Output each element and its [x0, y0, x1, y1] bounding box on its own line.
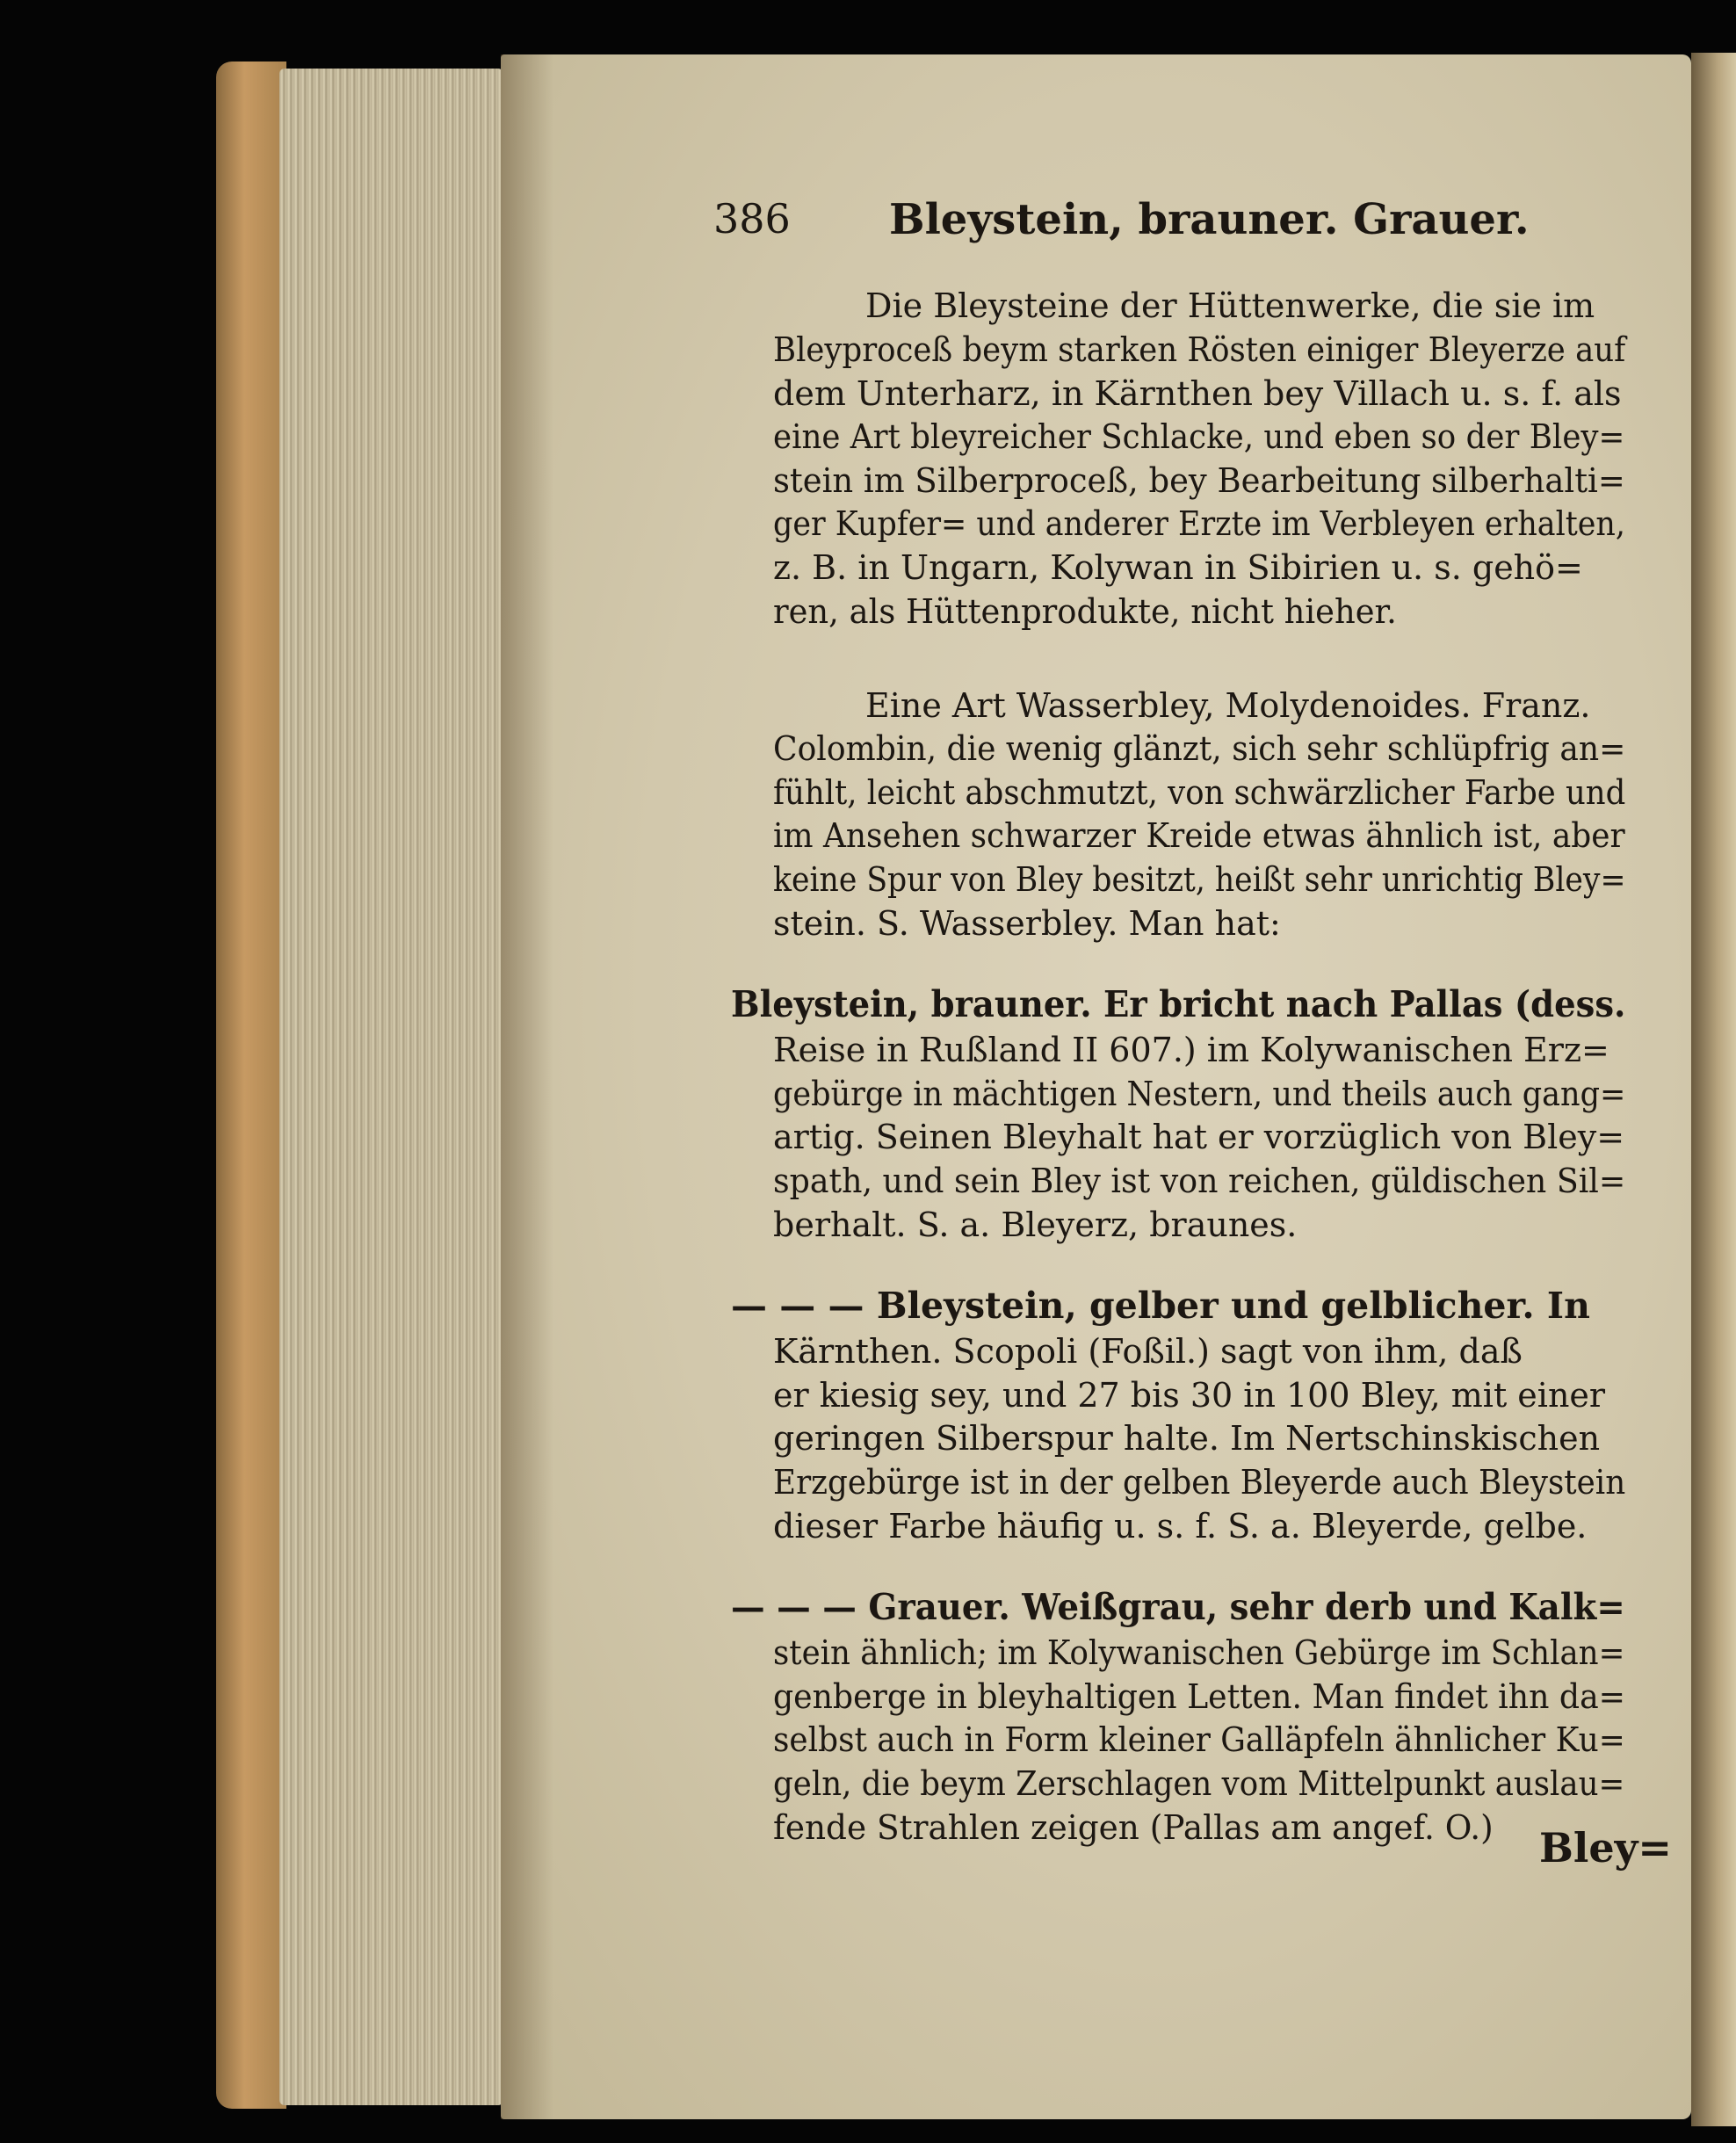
text-line: Bleyproceß beym starken Rösten einiger Bleyerze auf [773, 330, 1626, 369]
text-line: Colombin, die wenig glänzt, sich sehr schlüpfrig an= [773, 729, 1626, 768]
text-line: Reise in Rußland II 607.) im Kolywanischen Erz= [773, 1031, 1609, 1069]
text-line: stein ähnlich; im Kolywanischen Gebürge im Schlan= [773, 1633, 1625, 1672]
text-line: selbst auch in Form kleiner Galläpfeln ähnlicher Ku= [773, 1720, 1625, 1759]
text-line: dem Unterharz, in Kärnthen bey Villach u. s. f. als [773, 374, 1622, 413]
text-line: stein im Silberproceß, bey Bearbeitung silberhalti= [773, 461, 1625, 500]
text-line: eine Art bleyreicher Schlacke, und eben so der Bley= [773, 417, 1625, 456]
text-line: Die Bleysteine der Hüttenwerke, die sie im [865, 286, 1595, 325]
text-line: Kärnthen. Scopoli (Foßil.) sagt von ihm, daß [773, 1332, 1523, 1371]
text-line: geringen Silberspur halte. Im Nertschinskischen [773, 1419, 1601, 1458]
gutter-shadow [501, 54, 553, 2119]
entry-headword-line: — — — Grauer. Weißgrau, sehr derb und Kalk= [731, 1586, 1625, 1628]
text-line: genberge in bleyhaltigen Letten. Man findet ihn da= [773, 1677, 1626, 1716]
text-line: fende Strahlen zeigen (Pallas am angef. O.) [773, 1808, 1494, 1847]
text-line: stein. S. Wasserbley. Man hat: [773, 904, 1281, 943]
text-line: im Ansehen schwarzer Kreide etwas ähnlich ist, aber [773, 816, 1625, 855]
text-line: dieser Farbe häufig u. s. f. S. a. Bleyerde, gelbe. [773, 1507, 1588, 1546]
text-line: er kiesig sey, und 27 bis 30 in 100 Bley, mit einer [773, 1376, 1606, 1415]
text-line: keine Spur von Bley besitzt, heißt sehr unrichtig Bley= [773, 860, 1626, 899]
entry-headword-line: — — — Bleystein, gelber und gelblicher. In [731, 1285, 1590, 1327]
text-line: artig. Seinen Bleyhalt hat er vorzüglich von Bley= [773, 1118, 1625, 1156]
text-line: z. B. in Ungarn, Kolywan in Sibirien u. s. gehö= [773, 548, 1583, 587]
catchword: Bley= [1539, 1824, 1672, 1872]
text-line: spath, und sein Bley ist von reichen, güldischen Sil= [773, 1162, 1626, 1200]
text-line: gebürge in mächtigen Nestern, und theils auch gang= [773, 1075, 1626, 1113]
text-line: berhalt. S. a. Bleyerz, braunes. [773, 1205, 1298, 1244]
entry-headword-line: Bleystein, brauner. Er bricht nach Pallas (dess. [731, 983, 1626, 1025]
text-line: ger Kupfer= und anderer Erzte im Verbleyen erhalten, [773, 504, 1625, 543]
text-line: Eine Art Wasserbley, Molydenoides. Franz. [865, 686, 1591, 725]
text-line: geln, die beym Zerschlagen vom Mittelpunkt auslau= [773, 1764, 1625, 1803]
page-number: 386 [713, 195, 791, 243]
text-line: Erzgebürge ist in der gelben Bleyerde auch Bleystein [773, 1463, 1626, 1502]
text-line: fühlt, leicht abschmutzt, von schwärzlicher Farbe und [773, 773, 1626, 812]
facing-page-edge [1691, 53, 1736, 2126]
text-line: ren, als Hüttenprodukte, nicht hieher. [773, 592, 1397, 631]
book-cover-edge [216, 62, 286, 2109]
page-edges [279, 69, 503, 2105]
running-head: Bleystein, brauner. Grauer. [889, 195, 1530, 244]
